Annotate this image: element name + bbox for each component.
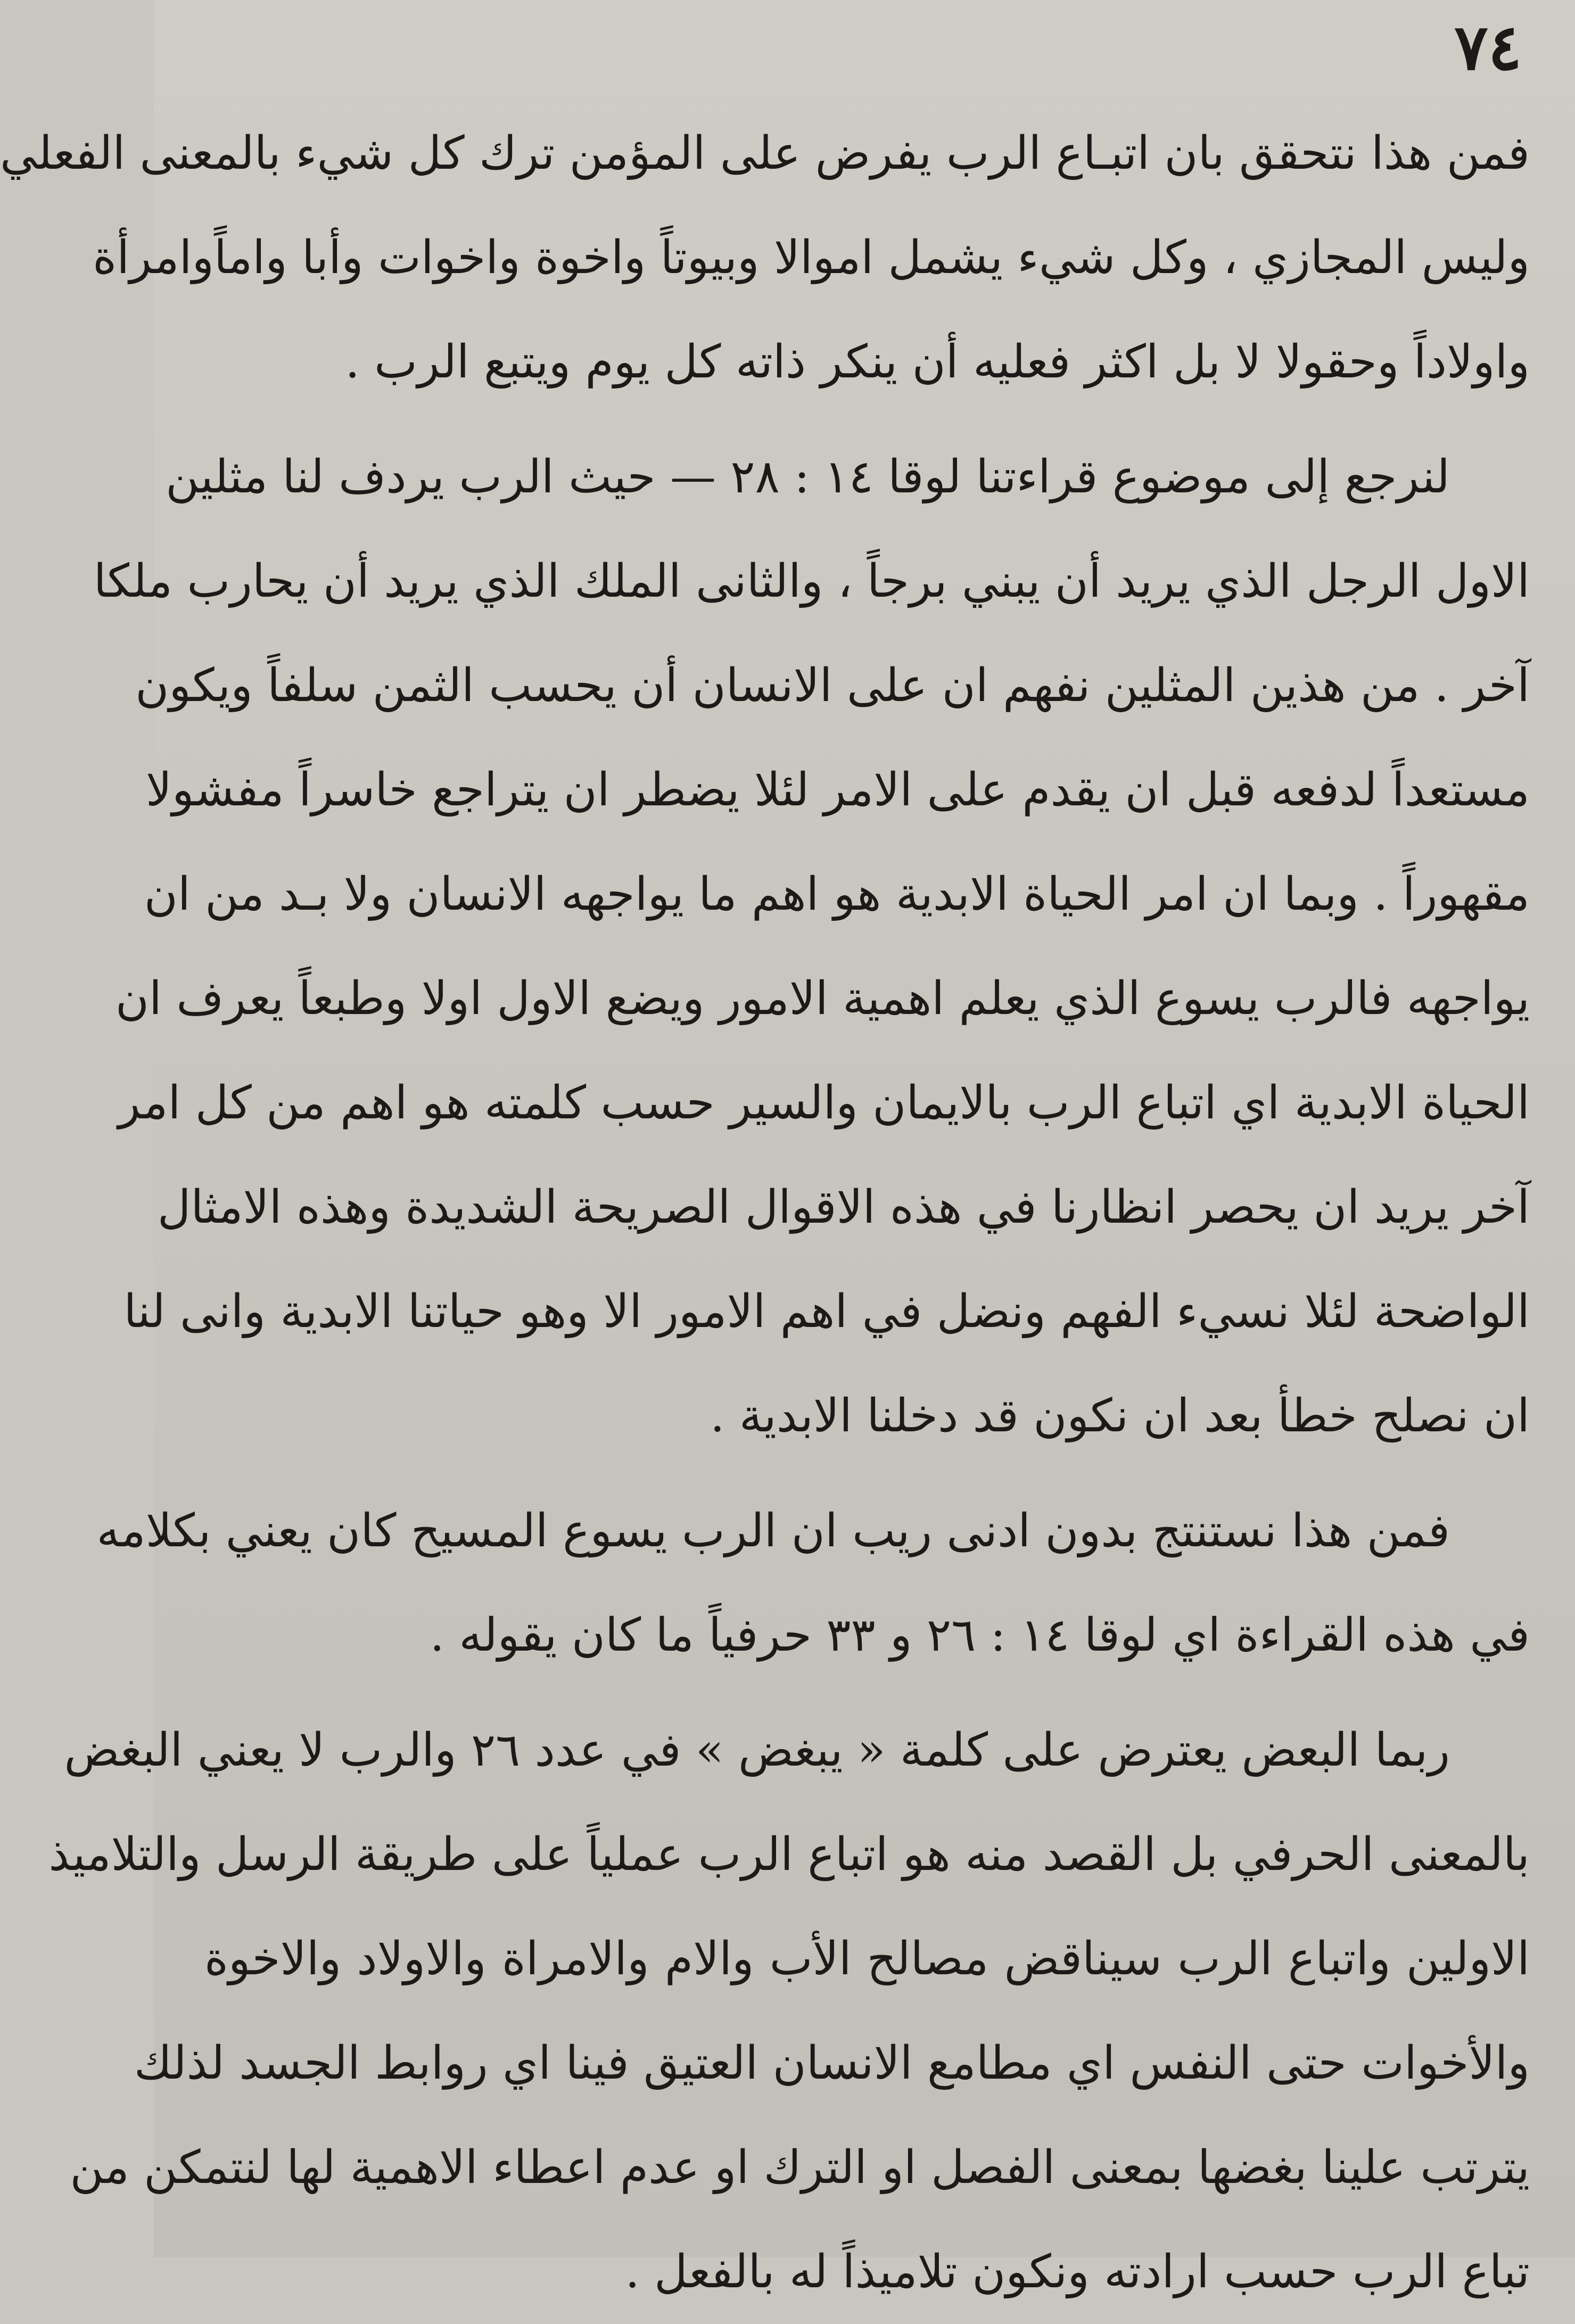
text-line: الاول الرجل الذي يريد أن يبني برجاً ، والثانى الملك الذي يريد أن يحارب ملكا xyxy=(93,555,1530,608)
text-line: ان نصلح خطأ بعد ان نكون قد دخلنا الابدية . xyxy=(710,1389,1530,1443)
text-line: يواجهه فالرب يسوع الذي يعلم اهمية الامور ويضع الاول اولا وطبعاً يعرف ان xyxy=(115,972,1530,1025)
page-number: ٧٤ xyxy=(1454,10,1522,84)
text-line: الاولين واتباع الرب سيناقض مصالح الأب والام والامراة والاولاد والاخوة xyxy=(204,1932,1530,1985)
text-line: لنرجع إلى موضوع قراءتنا لوقا ١٤ : ٢٨ — حيث الرب يردف لنا مثلين xyxy=(166,450,1450,504)
text-line: في هذه القراءة اي لوقا ١٤ : ٢٦ و ٣٣ حرفياً ما كان يقوله . xyxy=(430,1609,1530,1662)
text-line: يترتب علينا بغضها بمعنى الفصل او الترك او عدم اعطاء الاهمية لها لنتمكن من xyxy=(70,2141,1530,2194)
text-line: ربما البعض يعترض على كلمة « يبغض » في عدد ٢٦ والرب لا يعني البغض xyxy=(64,1724,1450,1777)
text-line: مستعداً لدفعه قبل ان يقدم على الامر لئلا يضطر ان يتراجع خاسراً مفشولا xyxy=(145,763,1530,817)
text-line: الحياة الابدية اي اتباع الرب بالايمان والسير حسب كلمته هو اهم من كل امر xyxy=(118,1076,1530,1130)
text-line: الواضحة لئلا نسيء الفهم ونضل في اهم الامور الا وهو حياتنا الابدية وانى لنا xyxy=(123,1285,1530,1338)
text-line: آخر يريد ان يحصر انظارنا في هذه الاقوال الصريحة الشديدة وهذه الامثال xyxy=(157,1181,1530,1234)
text-line: تباع الرب حسب ارادته ونكون تلاميذاً له بالفعل . xyxy=(625,2245,1530,2298)
paragraph-2 xyxy=(93,425,1530,1468)
text-body xyxy=(0,101,1530,2324)
paragraph-1 xyxy=(0,101,1530,414)
text-line: فمن هذا نتحقق بان اتبـاع الرب يفرض على المؤمن ترك كل شيء بالمعنى الفعلي xyxy=(0,127,1530,180)
paragraph-3 xyxy=(96,1479,1530,1687)
paragraph-4 xyxy=(48,1698,1530,2324)
text-line: فمن هذا نستنتج بدون ادنى ريب ان الرب يسوع المسيح كان يعني بكلامه xyxy=(96,1504,1450,1557)
text-line: مقهوراً . وبما ان امر الحياة الابدية هو اهم ما يواجهه الانسان ولا بـد من ان xyxy=(144,868,1530,921)
text-line: وليس المجازي ، وكل شيء يشمل اموالا وبيوتاً واخوة واخوات وأبا واماًوامرأة xyxy=(93,231,1530,284)
text-line: والأخوات حتى النفس اي مطامع الانسان العتيق فينا اي روابط الجسد لذلك xyxy=(134,2037,1530,2090)
text-line: بالمعنى الحرفي بل القصد منه هو اتباع الرب عملياً على طريقة الرسل والتلاميذ xyxy=(48,1828,1530,1881)
text-line: آخر . من هذين المثلين نفهم ان على الانسان أن يحسب الثمن سلفاً ويكون xyxy=(135,659,1530,712)
text-line: واولاداً وحقولا لا بل اكثر فعليه أن ينكر ذاته كل يوم ويتبع الرب . xyxy=(345,335,1530,389)
